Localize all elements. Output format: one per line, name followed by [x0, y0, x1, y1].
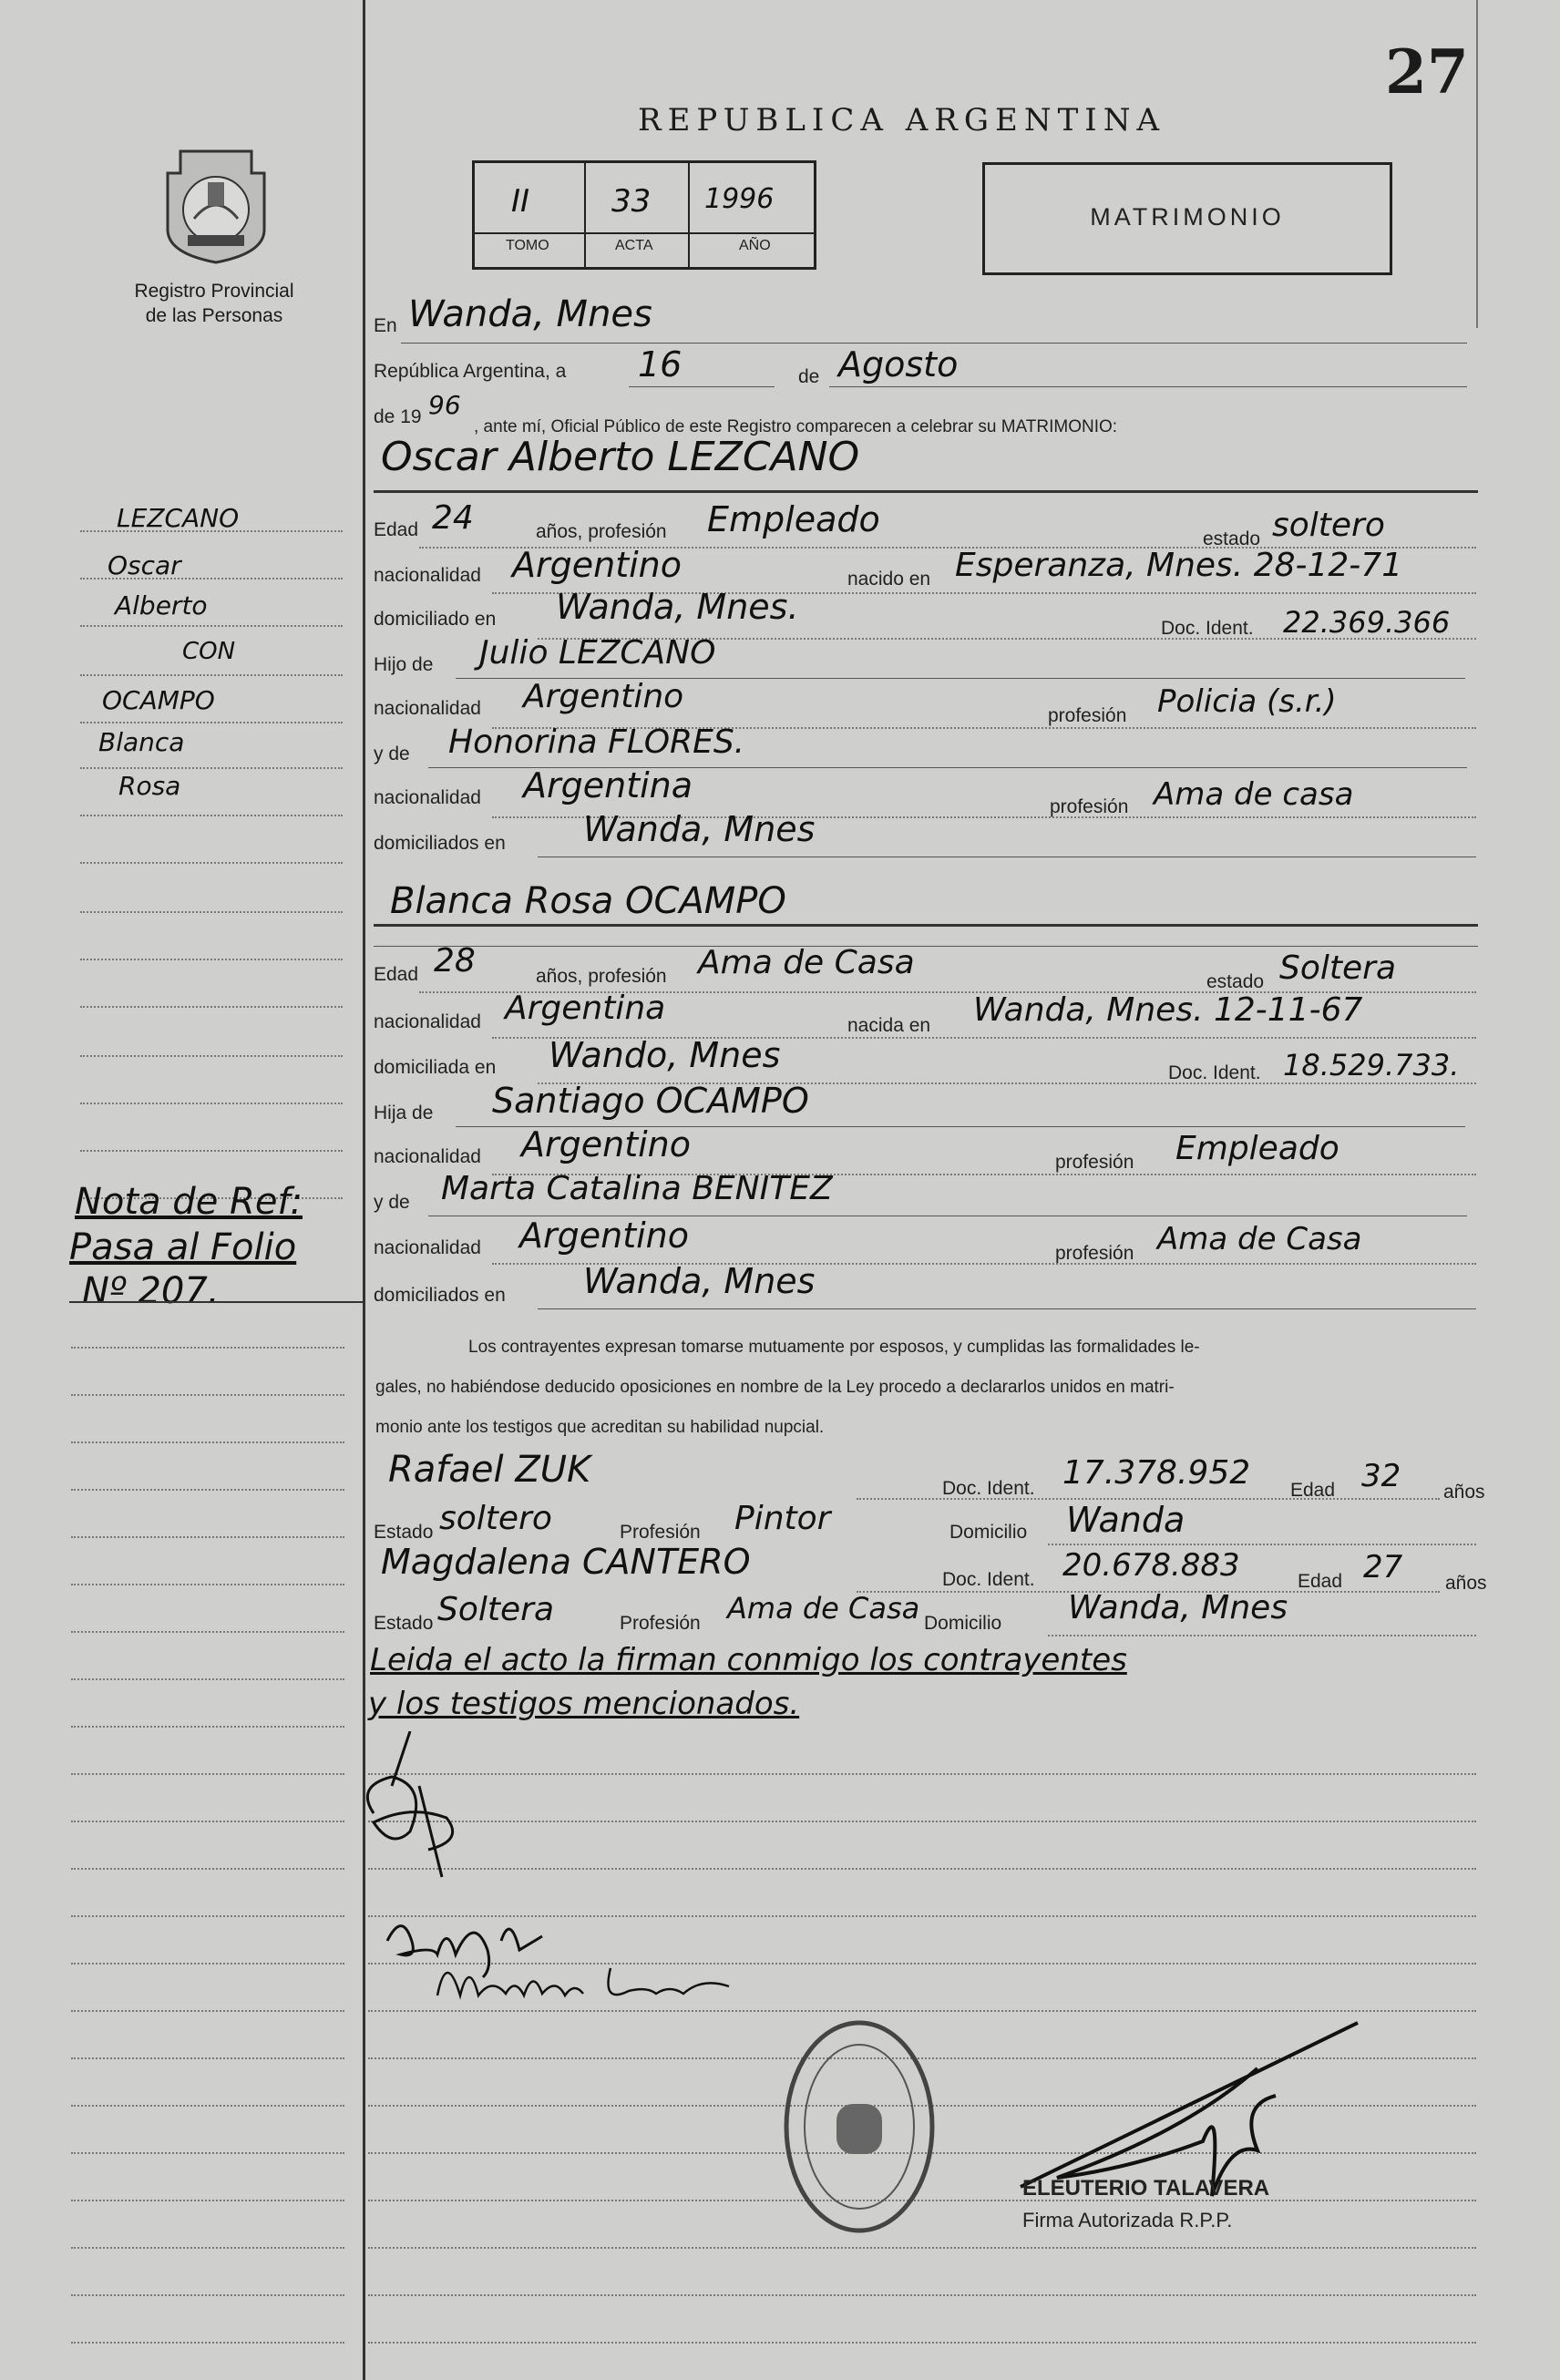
hija-label: Hija de — [374, 1103, 434, 1123]
bride-madre-prof: Ama de Casa — [1157, 1221, 1362, 1257]
bride-nacionalidad: Argentina — [505, 990, 666, 1027]
edad-label: Edad — [374, 964, 419, 985]
witness2-profesion: Ama de Casa — [727, 1591, 920, 1626]
bride-madre: Marta Catalina BENITEZ — [441, 1170, 833, 1207]
nacionalidad-label: nacionalidad — [374, 1237, 481, 1258]
witness2-edad: 27 — [1363, 1549, 1403, 1585]
anio-label: AÑO — [739, 238, 771, 253]
declaration-line: gales, no habiéndose deducido oposiciones en nombre de la Ley procedo a declararlos unidos en matri- — [375, 1378, 1175, 1397]
bride-domicilio: Wando, Mnes — [549, 1035, 781, 1075]
edad-label: Edad — [1290, 1480, 1336, 1501]
groom-padre-nac: Argentino — [523, 678, 684, 715]
nacida-label: nacida en — [847, 1015, 931, 1036]
province-seal-icon — [162, 146, 270, 266]
doc-label: Doc. Ident. — [942, 1569, 1035, 1590]
bride-doc: 18.529.733. — [1283, 1048, 1460, 1082]
nacionalidad-label: nacionalidad — [374, 698, 481, 719]
margin-entry: OCAMPO — [102, 685, 215, 715]
bride-edad: 28 — [434, 942, 476, 980]
groom-nacionalidad: Argentino — [512, 545, 682, 585]
anos-label: años — [1443, 1482, 1485, 1503]
y-de-label: y de — [374, 744, 410, 764]
page-number: 27 — [1385, 36, 1469, 108]
domicilio-label: domiciliada en — [374, 1057, 497, 1078]
profesion-label: Profesión — [620, 1613, 701, 1634]
witness1-profesion: Pintor — [734, 1500, 831, 1537]
closing-line: Leida el acto la firman conmigo los contrayentes — [370, 1642, 1127, 1678]
anos-label: años — [1445, 1573, 1487, 1594]
doc-label: Doc. Ident. — [1168, 1062, 1261, 1083]
anos-profesion-label: años, profesión — [536, 521, 667, 542]
groom-name: Oscar Alberto LEZCANO — [381, 434, 860, 480]
witness1-domicilio: Wanda — [1066, 1500, 1185, 1540]
intro-text: , ante mí, Oficial Público de este Registro comparecen a celebrar su MATRIMONIO: — [474, 417, 1118, 436]
groom-nacido: Esperanza, Mnes. 28-12-71 — [955, 547, 1403, 584]
groom-padre-prof: Policia (s.r.) — [1157, 683, 1337, 720]
profesion-label: profesión — [1055, 1243, 1134, 1264]
tomo-label: TOMO — [506, 238, 549, 253]
bride-madre-nac: Argentino — [519, 1216, 689, 1256]
hijo-label: Hijo de — [374, 654, 434, 675]
nacionalidad-label: nacionalidad — [374, 787, 481, 808]
nacionalidad-label: nacionalidad — [374, 1011, 481, 1032]
margin-entry: Blanca — [98, 727, 185, 757]
year-suffix: 96 — [428, 390, 461, 420]
y-de-label: y de — [374, 1192, 410, 1213]
groom-doc: 22.369.366 — [1283, 605, 1451, 640]
witness1-name: Rafael ZUK — [388, 1449, 591, 1491]
anos-profesion-label: años, profesión — [536, 966, 667, 987]
profesion-label: profesión — [1055, 1152, 1134, 1173]
witness2-name: Magdalena CANTERO — [381, 1542, 751, 1582]
contrayente-signature-icon — [355, 1731, 483, 1895]
declaration-line: Los contrayentes expresan tomarse mutuamente por esposos, y cumplidas las formalidades le- — [468, 1338, 1200, 1357]
groom-edad: 24 — [432, 499, 474, 537]
witness1-doc: 17.378.952 — [1062, 1454, 1251, 1492]
margin-entry: Oscar — [108, 550, 181, 580]
de-label: de — [798, 366, 820, 387]
right-border — [1476, 0, 1478, 328]
profesion-label: Profesión — [620, 1522, 701, 1543]
country-title: REPUBLICA ARGENTINA — [638, 102, 1166, 138]
groom-madre: Honorina FLORES. — [448, 723, 745, 761]
day-value: 16 — [638, 344, 682, 385]
estado-label: Estado — [374, 1522, 434, 1543]
tomo-acta-anio-box — [472, 160, 816, 270]
margin-note-line: Nota de Ref: — [75, 1181, 303, 1223]
groom-domicilio: Wanda, Mnes. — [556, 587, 799, 627]
domiciliados-label: domiciliados en — [374, 833, 506, 854]
bride-padres-dom: Wanda, Mnes — [583, 1261, 816, 1301]
bride-padre-nac: Argentino — [521, 1124, 691, 1164]
margin-entry: CON — [182, 638, 236, 665]
edad-label: Edad — [374, 519, 419, 540]
margin-entry: Alberto — [115, 590, 208, 621]
witness1-estado: soltero — [439, 1500, 552, 1537]
en-label: En — [374, 315, 397, 336]
groom-madre-nac: Argentina — [523, 765, 693, 805]
official-name: ELEUTERIO TALAVERA — [1022, 2176, 1270, 2200]
edad-label: Edad — [1298, 1571, 1343, 1592]
groom-estado: soltero — [1272, 507, 1385, 544]
margin-entry: LEZCANO — [117, 503, 240, 533]
bride-name: Blanca Rosa OCAMPO — [390, 880, 786, 922]
acta-value: 33 — [611, 183, 652, 220]
domiciliados-label: domiciliados en — [374, 1285, 506, 1306]
estado-label: estado — [1203, 528, 1261, 549]
domicilio-label: domiciliado en — [374, 609, 497, 630]
record-type-box — [982, 162, 1392, 275]
domicilio-label: Domicilio — [924, 1613, 1002, 1634]
bride-padre: Santiago OCAMPO — [492, 1081, 809, 1121]
witness1-edad: 32 — [1361, 1458, 1401, 1494]
acta-label: ACTA — [615, 238, 653, 253]
year-prefix: de 19 — [374, 406, 422, 427]
domicilio-label: Domicilio — [949, 1522, 1028, 1543]
declaration-line: monio ante los testigos que acreditan su habilidad nupcial. — [375, 1418, 825, 1437]
registry-name: Registro Provincial de las Personas — [134, 281, 294, 326]
official-title: Firma Autorizada R.P.P. — [1022, 2209, 1233, 2231]
tomo-value: II — [511, 183, 530, 220]
doc-label: Doc. Ident. — [942, 1478, 1035, 1499]
witness2-estado: Soltera — [437, 1591, 555, 1628]
bride-profesion: Ama de Casa — [698, 944, 915, 981]
estado-label: estado — [1206, 971, 1265, 992]
margin-divider — [363, 0, 365, 2380]
margin-note-line: Pasa al Folio — [69, 1226, 297, 1268]
margin-entry: Rosa — [118, 771, 181, 801]
month-value: Agosto — [838, 344, 959, 385]
groom-madre-prof: Ama de casa — [1154, 776, 1354, 813]
witness2-domicilio: Wanda, Mnes — [1068, 1589, 1288, 1626]
official-stamp-icon — [782, 2017, 937, 2236]
witness2-doc: 20.678.883 — [1062, 1547, 1240, 1584]
anio-value: 1996 — [704, 183, 775, 215]
margin-note-line: Nº 207. — [82, 1270, 220, 1312]
groom-padre: Julio LEZCANO — [479, 634, 716, 672]
bride-nacida: Wanda, Mnes. 12-11-67 — [973, 991, 1363, 1029]
profesion-label: profesión — [1048, 705, 1127, 726]
nacido-label: nacido en — [847, 569, 931, 590]
estado-label: Estado — [374, 1613, 434, 1634]
closing-line: y los testigos mencionados. — [368, 1686, 800, 1722]
witness2-signature-icon — [428, 1941, 756, 2023]
nacionalidad-label: nacionalidad — [374, 1146, 481, 1167]
groom-profesion: Empleado — [707, 499, 880, 539]
republica-label: República Argentina, a — [374, 361, 567, 382]
doc-label: Doc. Ident. — [1161, 618, 1254, 639]
place-value: Wanda, Mnes — [408, 293, 652, 335]
bride-estado: Soltera — [1279, 949, 1397, 987]
bride-padre-prof: Empleado — [1175, 1130, 1339, 1167]
nacionalidad-label: nacionalidad — [374, 565, 481, 586]
profesion-label: profesión — [1050, 796, 1129, 817]
record-type: MATRIMONIO — [1090, 203, 1285, 231]
groom-padres-dom: Wanda, Mnes — [583, 809, 816, 849]
